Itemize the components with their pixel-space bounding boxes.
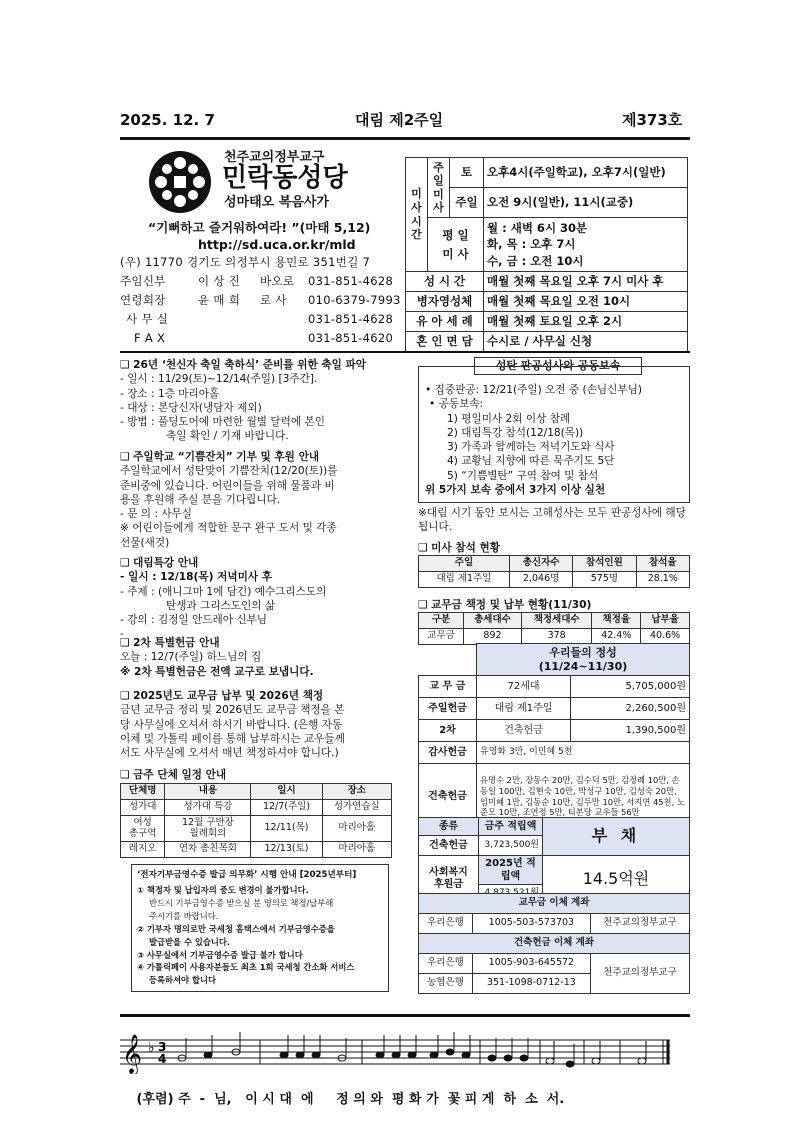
contact-row: 사 무 실 031-851-4628	[126, 312, 394, 326]
marriage-consult-value: 수시로 / 사무실 신청	[484, 332, 688, 352]
penance-title: 성탄 판공성사와 공동보속	[474, 357, 642, 375]
liturgical-title: 대림 제2주일	[355, 111, 444, 129]
header-rule	[120, 137, 690, 140]
offering-title: 우리들의 정성 (11/24~11/30)	[477, 644, 690, 676]
sunday-label: 주일	[450, 188, 484, 218]
group-schedule-table: 단체명 내용 일시 장소 성가대 성가대 특강 12/7(주일) 성가연습실 여성 총구역 12월 구반장 월례회의 12/11(목) 마리아홀 레지오 연차 총친목회 12/13(토) 마리아홀	[120, 783, 392, 857]
parish-patron: 성마태오 복음사가	[224, 195, 329, 210]
sick-communion-label: 병자영성체	[406, 292, 484, 312]
notice-church-dues: ❑ 2025년도 교무금 납부 및 2026년 책정 금년 교무금 정리 및 2026년도 교무금 책정을 본 당 사무실에 오셔서 하시기 바랍니다. (은행 자동 이체 및 가톨릭 페이를 통해 납부하시는 교우들께 서도 사무실에 오셔서 매년 책정하셔야 합니다.)	[120, 690, 345, 760]
contact-row: 연령회장 윤 매 희 로 사 010-6379-7993	[120, 293, 401, 307]
infant-baptism-label: 유 아 세 례	[406, 312, 484, 332]
weekday-times: 월 : 새벽 6시 30분 화, 목 : 오후 7시 수, 금 : 오전 10시	[484, 218, 688, 272]
parish-name: 민락동성당	[222, 163, 348, 193]
marriage-consult-label: 혼 인 면 담	[406, 332, 484, 352]
funds-table: 종류 금주 적립액 부 채 건축헌금 3,723,500원 사회복지 후원금 2025년 적립액 14.5억원	[418, 817, 690, 903]
music-staff	[120, 1022, 690, 1074]
svg-text:♭: ♭	[148, 1040, 155, 1056]
notice-second-collection: ❑ 2차 특별헌금 안내 오늘 : 12/7(주일) 하느님의 집 ※ 2차 특별헌금은 전액 교구로 보냅니다.	[120, 637, 314, 678]
refrain-label: (후렴)	[136, 1091, 174, 1107]
attendance-table: 주일 총신자수 참석인원 참석율 대림 제1주일 2,046명 575명 28.1%	[418, 555, 690, 588]
svg-text:3: 3	[158, 1040, 167, 1054]
sunday-mass-label: 주일미사	[428, 158, 450, 218]
contact-row: F A X 031-851-4620	[134, 331, 394, 345]
weekday-label: 평 일 미 사	[428, 218, 484, 272]
address: (우) 11770 경기도 의정부시 용민로 351번길 7	[120, 255, 371, 269]
sunday-times: 오전 9시(일반), 11시(교중)	[484, 188, 688, 218]
holy-hour-label: 성 시 간	[406, 272, 484, 292]
footer-rule	[120, 1014, 690, 1017]
offering-table: 우리들의 정성 (11/24~11/30) 교 무 금 72세대 5,705,000원 주일헌금 대림 제1주일 2,260,500원 2차 건축헌금 1,390,500원 감사헌금 유영화 3만, 이민혜 5천 건축헌금 유명수 2만, 장동수 20만, 김수덕 5만, 김정례 10만, 손동일 100만, 김현숙 10만, 박성구 10만, 김성숙 20만, 임미혜 1만, 김동순 10만, 김두만 10만, 서지연 45천, 노준모 10만, 조연정 5만, 티본당 교우들 56만	[418, 643, 690, 830]
issue-number: 제373호	[622, 111, 683, 129]
infant-baptism-value: 매월 첫째 토요일 오후 2시	[484, 312, 688, 332]
notice-children-party: ❑ 주일학교 “기쁨잔치” 기부 및 후원 안내 주일학교에서 성탄맞이 기쁨잔치(12/20(토))를 준비중에 있습니다. 어린이들을 위해 물품과 비 용을 후원해 주실 분을 기다립니다. - 문 의 : 사무실 ※ 어린이들에게 적합한 문구 완구 도서 및 각종 선물(새것)	[120, 451, 338, 549]
penance-box: • 집중판공: 12/21(주일) 오전 중 (손님신부님) • 공동보속: 1) 평일미사 2회 이상 참례 2) 대림특강 참석(12/18(목)) 3) 가족과 함께하는 저녁기도와 식사 4) 교황님 지향에 따른 묵주기도 5단 5) “기쁨별탄” 구역 참여 및 참석 위 5가지 보속 중에서 3가지 이상 실천	[418, 366, 690, 503]
sick-communion-value: 매월 첫째 목요일 오전 10시	[484, 292, 688, 312]
holy-hour-value: 매월 첫째 목요일 오후 7시 미사 후	[484, 272, 688, 292]
mass-attendance: ❑ 미사 참석 현황 주일 총신자수 참석인원 참석율 대림 제1주일 2,046명 575명 28.1%	[418, 541, 690, 588]
contact-block	[120, 255, 405, 350]
refrain-lyrics	[132, 1075, 564, 1109]
notice-feast-day: ❑ 26년 ‘천신자 축일 축하식’ 준비를 위한 축일 파악 - 일시 : 11/29(토)~12/14(주일) [3주간]. - 장소 : 1층 마리아홀 - 대상 : 본당신자(냉담자 제외) - 방법 : 풀딩도어에 마련한 월별 달력에 본인 축일 확인 / 기재 바랍니다.	[120, 359, 366, 443]
accounts-table: 교무금 이체 계좌 우리은행 1005-503-573703 천주교의정부교구 건축헌금 이체 계좌 우리은행 1005-903-645572 천주교의정부교구 농협은행 351-1098-0712-13	[418, 893, 690, 994]
dues-status: ❑ 교무금 책정 및 납부 현황(11/30) 구분 총세대수 책정세대수 책정율 납부율 교무금 892 378 42.4% 40.6%	[418, 598, 690, 645]
svg-text:𝄞: 𝄞	[122, 1034, 143, 1074]
mass-schedule-table	[405, 157, 688, 352]
e-receipt-notice: ‘전자기부금영수증 발급 의무화’ 시행 안내 [2025년부터] ① 책정자 및 납입자의 중도 변경이 불가합니다. 반드시 기부금영수증 받으실 분 명의로 책정/납부해 주시기를 바랍니다. ② 기부자 명의로만 국세청 홈택스에서 기부금영수증을 발급받을 수 있습니다. ③ 사무실에서 기부금영수증 발급 불가 합니다 ④ 가톨릭페이 사용자분들도 최초 1회 국세청 간소화 서비스 등록하셔야 합니다	[131, 864, 389, 992]
scripture-quote: “기뻐하고 즐거워하여라! ”(마태 5,12)	[148, 220, 371, 235]
notice-advent-lecture: ❑ 대림특강 안내 - 일시 : 12/18(목) 저녁미사 후 - 주제 : (애니그마 1에 담긴) 예수그리스도의 탄생과 그리스도인의 삶 - 강의 : 김정일 안드레아 신부님 -	[120, 557, 327, 641]
issue-date: 2025. 12. 7	[120, 111, 215, 129]
mass-time-label: 미사시간	[406, 158, 428, 272]
parish-url[interactable]: http://sd.uca.or.kr/mld	[198, 237, 356, 252]
contact-row: 주임신부 이 상 진 바오로 031-851-4628	[120, 274, 394, 288]
saturday-label: 토	[450, 158, 484, 188]
penance-note: ※대림 시기 동안 보시는 고해성사는 모두 판공성사에 해당 됩니다.	[418, 507, 686, 534]
svg-text:4: 4	[158, 1052, 167, 1066]
section-rule	[120, 351, 690, 353]
lyrics-text: 주 - 님, 이 시 대 에 정 의 와 평 화 가 꽃 피 게 하 소 서.	[178, 1091, 565, 1107]
parish-logo	[148, 150, 212, 214]
group-schedule: ❑ 금주 단체 일정 안내 단체명 내용 일시 장소 성가대 성가대 특강 12/7(주일) 성가연습실 여성 총구역 12월 구반장 월례회의 12/11(목) 마리아홀 레지오 연차 총친목회 12/13(토) 마리아홀	[120, 768, 392, 858]
diocese-name: 천주교의정부교구	[224, 150, 325, 165]
offering-section	[418, 643, 690, 830]
saturday-times: 오후4시(주일학교), 오후7시(일반)	[484, 158, 688, 188]
dues-table: 구분 총세대수 책정세대수 책정율 납부율 교무금 892 378 42.4% 40.6%	[418, 612, 690, 645]
